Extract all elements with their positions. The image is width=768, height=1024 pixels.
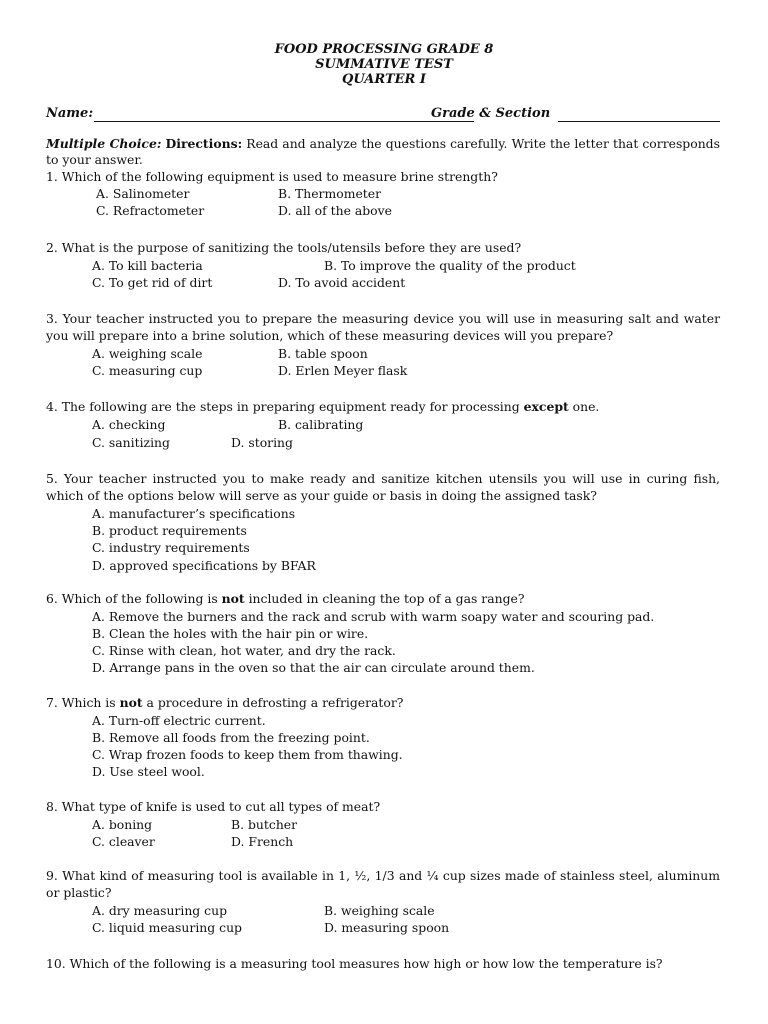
option-b: B. table spoon [278, 346, 368, 361]
option-a: A. Remove the burners and the rack and scrub with warm soapy water and scouring pad. [92, 609, 655, 624]
option-a: A. Turn-off electric current. [92, 713, 266, 728]
option-d: D. Arrange pans in the oven so that the air can circulate around them. [92, 660, 535, 675]
option-d: D. approved specifications by BFAR [92, 558, 316, 573]
stem-text-end: one. [568, 399, 600, 414]
option-c: C. To get rid of dirt [92, 275, 213, 290]
question-stem [46, 694, 720, 711]
stem-text: 7. Which is [46, 695, 120, 710]
question-7 [46, 694, 720, 779]
option-b: B. calibrating [278, 417, 364, 432]
stem-text-end: included in cleaning the top of a gas range? [244, 591, 525, 606]
option-c: C. Rinse with clean, hot water, and dry the rack. [92, 643, 396, 658]
question-stem: 5. Your teacher instructed you to make ready and sanitize kitchen utensils you will use in curing fish, which of the options below will serve as your guide or basis in doing the assigned task? [46, 471, 720, 503]
option-a: A. To kill bacteria [92, 258, 203, 273]
option-c: C. industry requirements [92, 540, 250, 555]
stem-emphasis: not [119, 695, 143, 710]
option-b: B. Thermometer [278, 186, 382, 201]
directions-label: Directions: [165, 136, 243, 151]
option-b: B. weighing scale [324, 903, 435, 918]
option-c: C. liquid measuring cup [92, 920, 242, 935]
stem-emphasis: except [523, 399, 569, 414]
question-stem: 10. Which of the following is a measuring tool measures how high or how low the temperature is? [46, 956, 663, 971]
test-header [0, 0, 768, 87]
question-5 [46, 470, 720, 573]
grade-section-label: Grade & Section [431, 106, 551, 121]
option-a: A. checking [92, 417, 166, 432]
option-a: A. boning [92, 817, 153, 832]
option-b: B. To improve the quality of the product [324, 258, 576, 273]
option-c: C. cleaver [92, 834, 155, 849]
option-d: D. To avoid accident [278, 275, 406, 290]
option-a: A. weighing scale [92, 346, 203, 361]
question-stem: 3. Your teacher instructed you to prepare the measuring device you will use in measuring salt and water you will prepare into a brine solution, which of these measuring devices will you prepare? [46, 311, 720, 343]
stem-text: 6. Which of the following is [46, 591, 222, 606]
header-quarter: QUARTER I [342, 72, 426, 87]
question-stem [46, 590, 720, 607]
option-d: D. all of the above [278, 203, 392, 218]
name-field[interactable] [94, 121, 474, 122]
question-3 [46, 310, 720, 378]
question-stem: 2. What is the purpose of sanitizing the tools/utensils before they are used? [46, 240, 522, 255]
option-a: A. dry measuring cup [92, 903, 228, 918]
option-c: C. measuring cup [92, 363, 203, 378]
question-8 [46, 798, 720, 849]
question-4 [46, 398, 720, 450]
option-b: B. Clean the holes with the hair pin or wire. [92, 626, 369, 641]
test-type: Multiple Choice: [46, 136, 162, 151]
question-6 [46, 590, 720, 675]
question-1 [46, 168, 720, 218]
question-10 [46, 955, 746, 972]
stem-text-end: a procedure in defrosting a refrigerator? [142, 695, 404, 710]
option-b: B. product requirements [92, 523, 247, 538]
directions-text: Read and analyze the questions carefully. Write the letter that corresponds to your answer. [46, 136, 720, 167]
name-label: Name: [46, 106, 94, 121]
option-a: A. manufacturer’s specifications [92, 506, 296, 521]
option-b: B. Remove all foods from the freezing point. [92, 730, 370, 745]
question-stem: 1. Which of the following equipment is used to measure brine strength? [46, 169, 498, 184]
option-c: C. Refractometer [96, 203, 205, 218]
grade-section-field[interactable] [558, 121, 720, 122]
option-d: D. measuring spoon [324, 920, 450, 935]
option-d: D. storing [231, 435, 293, 450]
stem-text: 4. The following are the steps in preparing equipment ready for processing [46, 399, 524, 414]
option-d: D. Erlen Meyer flask [278, 363, 408, 378]
directions [46, 136, 720, 168]
stem-emphasis: not [221, 591, 245, 606]
option-c: C. Wrap frozen foods to keep them from thawing. [92, 747, 403, 762]
question-2 [46, 239, 720, 290]
option-a: A. Salinometer [96, 186, 190, 201]
option-d: D. French [231, 834, 294, 849]
question-9 [46, 867, 720, 935]
question-stem: 8. What type of knife is used to cut all types of meat? [46, 799, 381, 814]
question-stem [46, 398, 720, 415]
option-c: C. sanitizing [92, 435, 170, 450]
option-b: B. butcher [231, 817, 298, 832]
question-stem: 9. What kind of measuring tool is available in 1, ½, 1/3 and ¼ cup sizes made of stainless steel, aluminum or plastic? [46, 868, 720, 900]
header-title: FOOD PROCESSING GRADE 8 [274, 42, 494, 57]
option-d: D. Use steel wool. [92, 764, 205, 779]
header-subtitle: SUMMATIVE TEST [315, 57, 453, 72]
